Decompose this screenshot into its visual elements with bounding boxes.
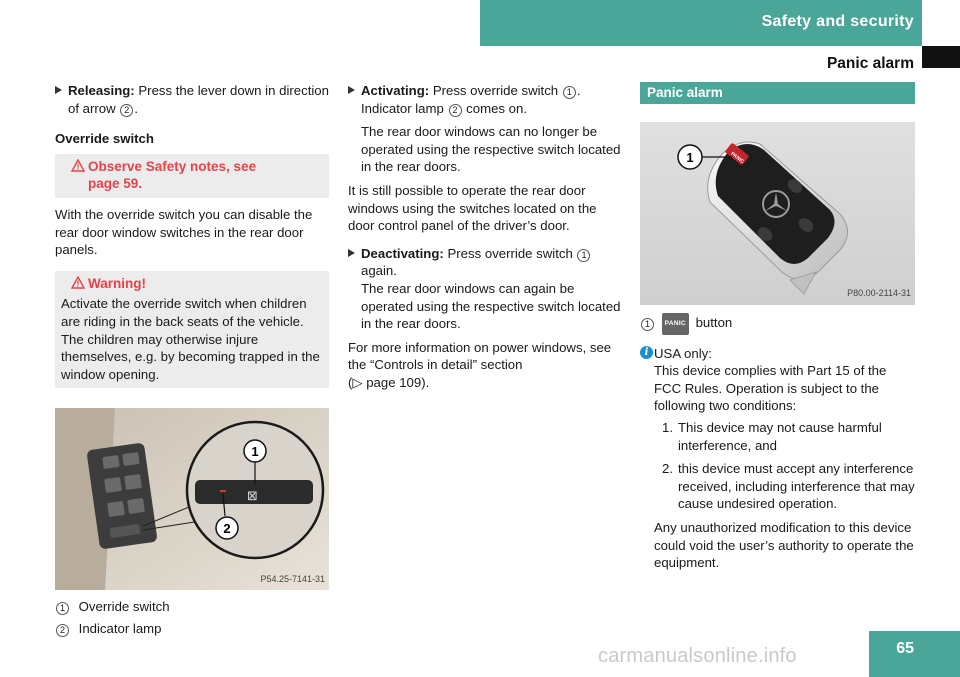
column-right — [640, 82, 915, 572]
key-illustration — [640, 122, 915, 305]
warning-triangle-icon — [71, 159, 85, 172]
subsection-title: Panic alarm — [826, 55, 914, 72]
column-middle — [348, 82, 624, 398]
list-item: 1. This device may not cause harmful interference, and — [662, 419, 882, 453]
more-info-text: For more information on power windows, see the “Controls in detail” section (▷ page 109). — [348, 339, 612, 390]
photo-callout-2: 2 — [223, 521, 231, 537]
watermark: carmanualsonline.info — [598, 645, 797, 667]
warning-box — [55, 271, 329, 389]
closing-text: Any unauthorized modification to this device could void the user’s authority to operate the equipment. — [654, 519, 914, 571]
door-panel-photo — [55, 408, 329, 590]
conditions-list — [662, 419, 915, 513]
panic-button-legend: 1 PANIC button — [640, 313, 915, 335]
info-icon: i — [640, 346, 653, 359]
step-arrow-icon — [348, 86, 355, 94]
panic-button-icon: PANIC — [662, 313, 689, 335]
page-number-band — [869, 631, 960, 677]
key-panic-label: PANIC — [729, 150, 746, 166]
list-item: 2. this device must accept any interference received, including interference that may cause undesired operation. — [662, 461, 915, 512]
page-number: 65 — [896, 640, 914, 657]
warning-title: Warning! — [61, 275, 323, 293]
activating-label: Activating: — [361, 83, 430, 98]
legend-item: 2 Indicator lamp — [55, 620, 329, 638]
door-panel-illustration — [55, 408, 329, 590]
usa-info-block — [640, 345, 915, 572]
warning-text: Activate the override switch when children are riding in the back seats of the vehicle. The children may otherwise injure themselves, e.g. by becoming trapped in the window opening. — [61, 296, 320, 382]
info-head: USA only: — [654, 345, 712, 361]
step-arrow-icon — [348, 249, 355, 257]
section-title: Safety and security — [761, 13, 914, 30]
key-photo-code: P80.00-2114-31 — [847, 288, 911, 299]
releasing-label: Releasing: — [68, 83, 135, 98]
observe-page-link[interactable]: page 59. — [88, 176, 143, 192]
releasing-text: Press the lever down in direction of arrow — [68, 83, 329, 116]
deactivating-step: Deactivating: Press override switch 1 again. The rear door windows can again be operated using the respective switch located in the rear doors. — [348, 245, 624, 333]
callout-num: 2 — [120, 104, 133, 117]
deactivating-note: The rear door windows can again be operated using the respective switch located in the rear doors. — [361, 280, 621, 332]
releasing-step: Releasing: Press the lever down in direction of arrow 2 . — [55, 82, 329, 117]
panic-alarm-section-bar: Panic alarm — [640, 82, 915, 104]
override-body-text: With the override switch you can disable the rear door window switches in the rear door panels. — [55, 206, 313, 258]
observe-notice-box — [55, 154, 329, 198]
activating-step: Activating: Press override switch 1 . Indicator lamp 2 comes on. — [348, 82, 624, 117]
photo-callout-1: 1 — [251, 444, 259, 460]
step-arrow-icon — [55, 86, 62, 94]
info-text: This device complies with Part 15 of the FCC Rules. Operation is subject to the following two conditions: — [654, 363, 887, 414]
warning-triangle-icon — [71, 276, 85, 289]
column-left — [55, 82, 329, 642]
observe-title: Observe Safety notes, see page 59. — [61, 158, 323, 193]
legend-item: 1 Override switch — [55, 598, 329, 616]
activating-note: The rear door windows can no longer be operated using the respective switch located in the rear doors. — [361, 124, 621, 175]
header-corner — [922, 0, 960, 46]
deactivating-label: Deactivating: — [361, 245, 444, 261]
photo-code: P54.25-7141-31 — [260, 573, 325, 584]
page-reference-link[interactable]: (▷ page 109). — [348, 374, 430, 390]
override-heading: Override switch — [55, 131, 154, 147]
svg-text:⊠: ⊠ — [247, 489, 258, 505]
still-possible-text: It is still possible to operate the rear door windows using the switches located on the door control panel of the driver’s door. — [348, 182, 597, 234]
key-photo-callout: 1 — [686, 150, 694, 165]
header-tab-marker — [922, 46, 960, 68]
key-photo — [640, 122, 915, 305]
photo-legend — [55, 598, 329, 637]
